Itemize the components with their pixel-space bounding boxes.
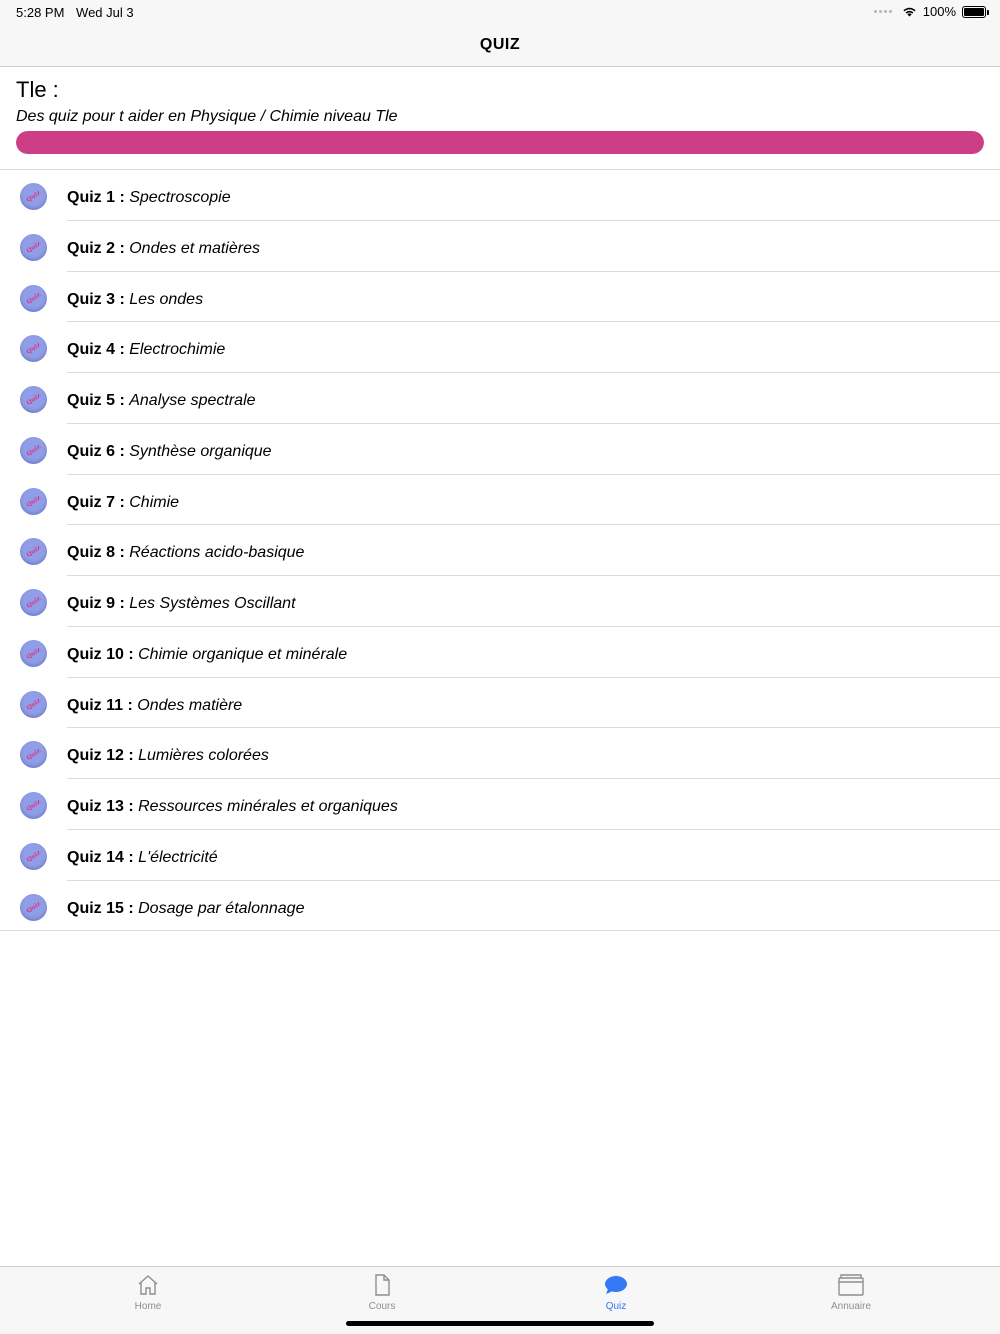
quiz-title: Les ondes <box>129 290 204 308</box>
quiz-title: Spectroscopie <box>129 189 231 206</box>
quiz-badge-icon: Quiz <box>20 640 47 667</box>
quiz-label: Quiz 1 : Spectroscopie <box>67 189 231 206</box>
quiz-list-item[interactable] <box>0 576 1000 627</box>
quiz-label: Quiz 3 : Les ondes <box>67 290 204 308</box>
level-header <box>0 67 1000 170</box>
tab-home-label: Home <box>134 1301 162 1312</box>
quiz-list-item[interactable] <box>0 373 1000 424</box>
quiz-label: Quiz 2 : Ondes et matières <box>67 239 260 257</box>
tab-home[interactable] <box>88 1273 208 1312</box>
quiz-title: Les Systèmes Oscillant <box>129 595 296 612</box>
quiz-number: Quiz 15 <box>67 899 124 917</box>
quiz-badge-icon: Quiz <box>20 437 47 464</box>
home-indicator <box>346 1321 654 1326</box>
quiz-badge-icon: Quiz <box>20 894 47 921</box>
quiz-label: Quiz 4 : Electrochimie <box>67 341 226 359</box>
tab-quiz-label: Quiz <box>605 1301 627 1312</box>
quiz-list-item[interactable] <box>0 525 1000 576</box>
quiz-title: Chimie organique et minérale <box>138 645 348 663</box>
quiz-list-item[interactable] <box>0 728 1000 779</box>
quiz-list-item[interactable] <box>0 322 1000 373</box>
quiz-list <box>0 170 1000 931</box>
quiz-number: Quiz 7 <box>67 493 116 511</box>
quiz-title: Lumières colorées <box>138 747 269 765</box>
quiz-label: Quiz 5 : Analyse spectrale <box>67 392 256 409</box>
tab-annuaire-label: Annuaire <box>830 1301 872 1312</box>
quiz-badge-icon: Quiz <box>20 335 47 362</box>
status-time: 5:28 PM <box>16 5 65 20</box>
quiz-list-item[interactable] <box>0 678 1000 729</box>
quiz-list-item[interactable] <box>0 475 1000 526</box>
quiz-list-item[interactable] <box>0 221 1000 272</box>
tab-annuaire[interactable] <box>791 1273 911 1312</box>
quiz-label: Quiz 15 : Dosage par étalonnage <box>67 899 305 917</box>
quiz-badge-icon: Quiz <box>20 741 47 768</box>
quiz-list-item[interactable] <box>0 779 1000 830</box>
quiz-label: Quiz 9 : Les Systèmes Oscillant <box>67 595 296 612</box>
quiz-label: Quiz 8 : Réactions acido-basique <box>67 544 305 562</box>
quiz-title: Ondes matière <box>137 696 243 714</box>
progress-bar-fill <box>16 131 984 154</box>
quiz-title: Analyse spectrale <box>129 392 256 409</box>
quiz-number: Quiz 10 <box>67 645 124 663</box>
quiz-badge-icon: Quiz <box>20 386 47 413</box>
quiz-label: Quiz 12 : Lumières colorées <box>67 747 269 765</box>
quiz-number: Quiz 8 <box>67 544 116 562</box>
progress-bar <box>16 131 984 154</box>
quiz-list-item[interactable] <box>0 272 1000 323</box>
quiz-number: Quiz 6 <box>67 442 116 460</box>
level-title: Tle : <box>16 77 59 102</box>
quiz-title: Dosage par étalonnage <box>138 899 305 917</box>
quiz-badge-icon: Quiz <box>20 234 47 261</box>
quiz-list-item[interactable] <box>0 830 1000 881</box>
quiz-number: Quiz 5 <box>67 392 116 409</box>
level-subtitle: Des quiz pour t aider en Physique / Chimie niveau Tle <box>16 108 398 125</box>
battery-icon <box>962 6 986 18</box>
cellular-signal-icon <box>874 10 892 13</box>
tab-cours[interactable] <box>322 1273 442 1312</box>
quiz-number: Quiz 14 <box>67 848 124 866</box>
document-icon <box>370 1273 394 1297</box>
quiz-number: Quiz 13 <box>67 798 124 815</box>
tab-quiz[interactable] <box>556 1273 676 1312</box>
quiz-list-item[interactable] <box>0 424 1000 475</box>
quiz-badge-icon: Quiz <box>20 691 47 718</box>
quiz-badge-icon: Quiz <box>20 183 47 210</box>
quiz-number: Quiz 12 <box>67 747 124 765</box>
page-title: QUIZ <box>479 36 521 53</box>
navigation-bar <box>0 24 1000 67</box>
quiz-title: L'électricité <box>138 848 218 866</box>
tab-cours-label: Cours <box>368 1301 396 1312</box>
quiz-title: Synthèse organique <box>129 442 272 460</box>
quiz-label: Quiz 13 : Ressources minérales et organiques <box>67 798 398 815</box>
home-icon <box>136 1273 160 1297</box>
chat-bubble-icon <box>604 1273 628 1297</box>
quiz-title: Electrochimie <box>129 341 226 359</box>
quiz-title: Chimie <box>129 493 180 511</box>
quiz-badge-icon: Quiz <box>20 285 47 312</box>
quiz-title: Ressources minérales et organiques <box>138 798 398 815</box>
quiz-label: Quiz 6 : Synthèse organique <box>67 442 272 460</box>
quiz-badge-icon: Quiz <box>20 538 47 565</box>
quiz-number: Quiz 4 <box>67 341 116 359</box>
quiz-badge-icon: Quiz <box>20 589 47 616</box>
archive-box-icon <box>837 1273 865 1297</box>
quiz-title: Ondes et matières <box>129 239 260 257</box>
quiz-label: Quiz 11 : Ondes matière <box>67 696 243 714</box>
quiz-list-item[interactable] <box>0 627 1000 678</box>
battery-percent: 100% <box>922 4 956 19</box>
quiz-badge-icon: Quiz <box>20 792 47 819</box>
quiz-list-item[interactable] <box>0 170 1000 221</box>
status-bar <box>0 0 1000 24</box>
quiz-title: Réactions acido-basique <box>129 544 305 562</box>
quiz-label: Quiz 14 : L'électricité <box>67 848 218 866</box>
quiz-number: Quiz 2 <box>67 239 116 257</box>
status-date: Wed Jul 3 <box>76 5 134 20</box>
quiz-label: Quiz 10 : Chimie organique et minérale <box>67 645 348 663</box>
quiz-number: Quiz 3 <box>67 290 116 308</box>
quiz-list-item[interactable] <box>0 881 1000 932</box>
quiz-number: Quiz 11 <box>67 696 124 714</box>
quiz-number: Quiz 9 <box>67 595 116 612</box>
quiz-badge-icon: Quiz <box>20 488 47 515</box>
quiz-number: Quiz 1 <box>67 189 116 206</box>
quiz-label: Quiz 7 : Chimie <box>67 493 180 511</box>
quiz-badge-icon: Quiz <box>20 843 47 870</box>
wifi-icon <box>902 6 917 17</box>
